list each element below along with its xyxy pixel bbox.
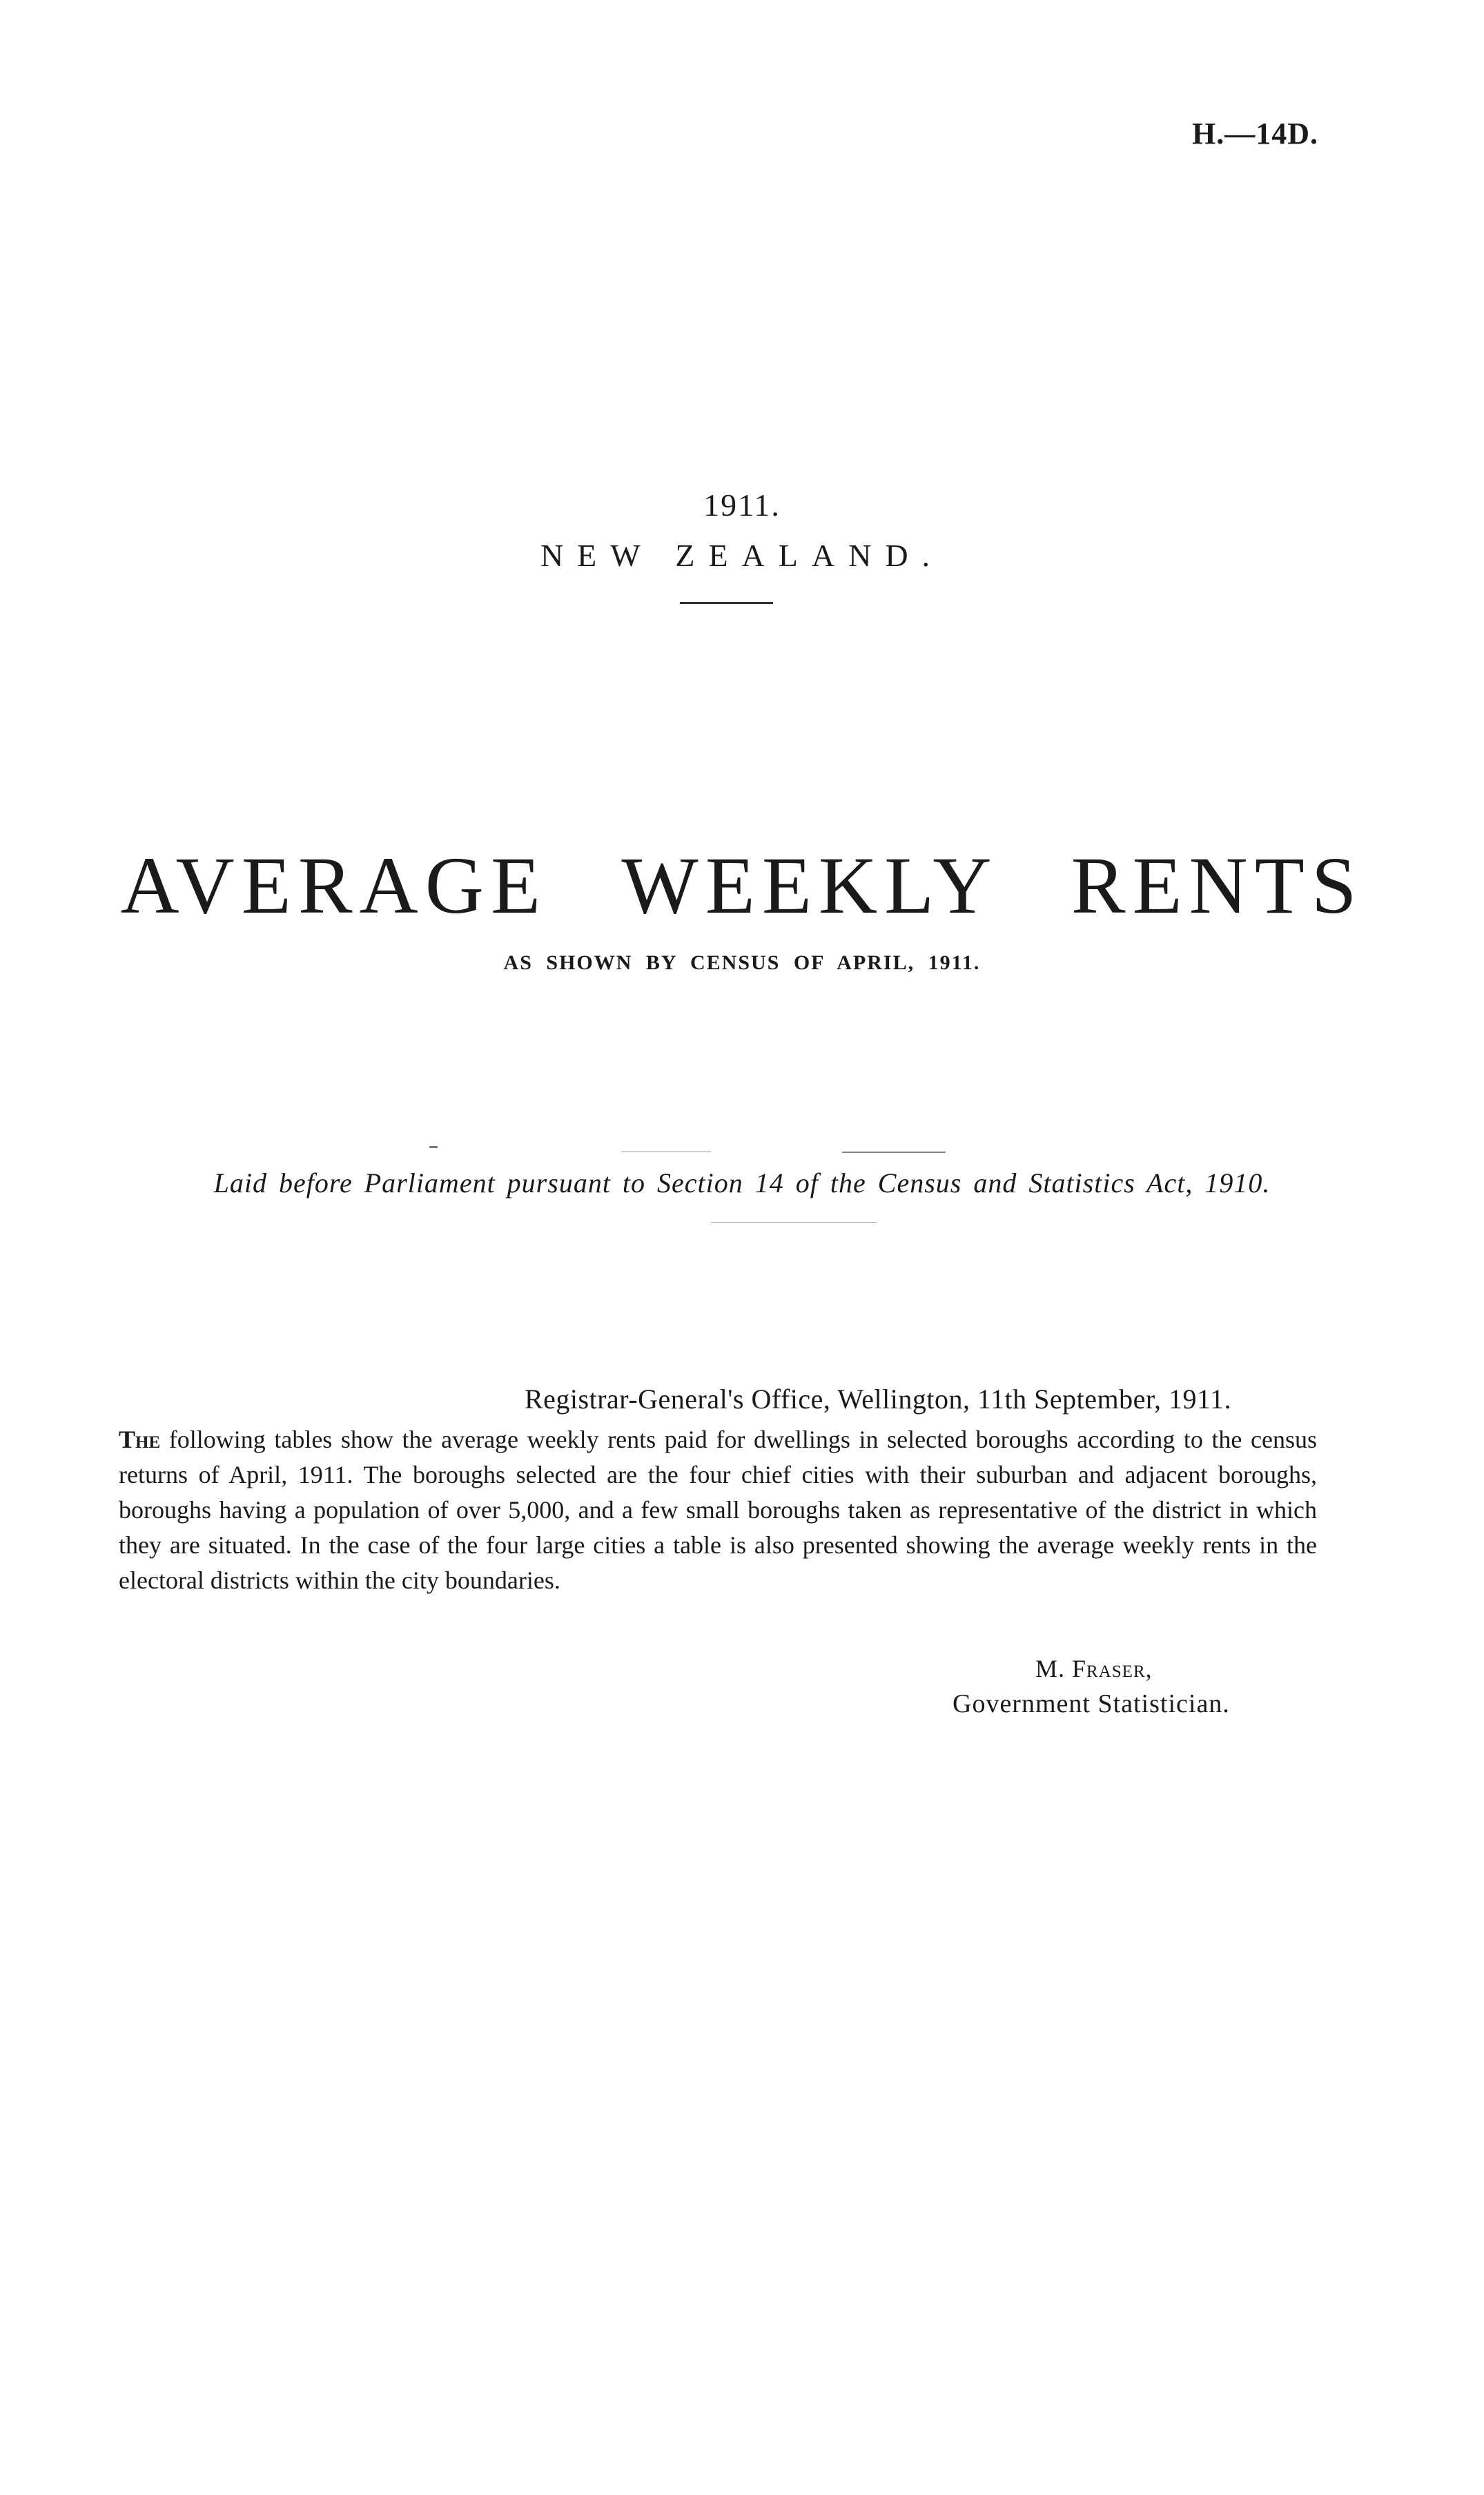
signatory-title: Government Statistician.	[953, 1689, 1230, 1718]
country-heading: NEW ZEALAND.	[540, 538, 944, 573]
page-title: AVERAGE WEEKLY RENTS	[120, 840, 1364, 931]
letter-lead-word: The	[119, 1426, 161, 1453]
signatory-initial: M.	[1035, 1655, 1066, 1682]
document-reference: H.—14D.	[1192, 117, 1318, 151]
letter-body	[119, 1422, 1317, 1598]
signatory-surname: Fraser,	[1072, 1655, 1153, 1682]
divider-rule	[842, 1152, 946, 1153]
signatory-name	[1035, 1654, 1153, 1683]
divider-rule	[680, 602, 773, 604]
office-dateline: Registrar-General's Office, Wellington, 11th September, 1911.	[525, 1384, 1232, 1415]
publication-year: 1911.	[703, 487, 781, 523]
parliament-notice: Laid before Parliament pursuant to Section 14 of the Census and Statistics Act, 1910.	[213, 1167, 1271, 1198]
divider-mark	[429, 1146, 438, 1148]
page-subtitle: AS SHOWN BY CENSUS OF APRIL, 1911.	[503, 951, 981, 974]
divider-rule	[711, 1222, 877, 1223]
letter-body-text: following tables show the average weekly rents paid for dwellings in selected boroughs according to the census returns of April, 1911. The boroughs selected are the four chief cities with their suburban and adjacent boroughs, boroughs having a population of over 5,000, and a few small boroughs taken as representative of the district in which they are situated. In the case of the four large cities a table is also presented showing the average weekly rents in the electoral districts within the city boundaries.	[119, 1426, 1317, 1594]
